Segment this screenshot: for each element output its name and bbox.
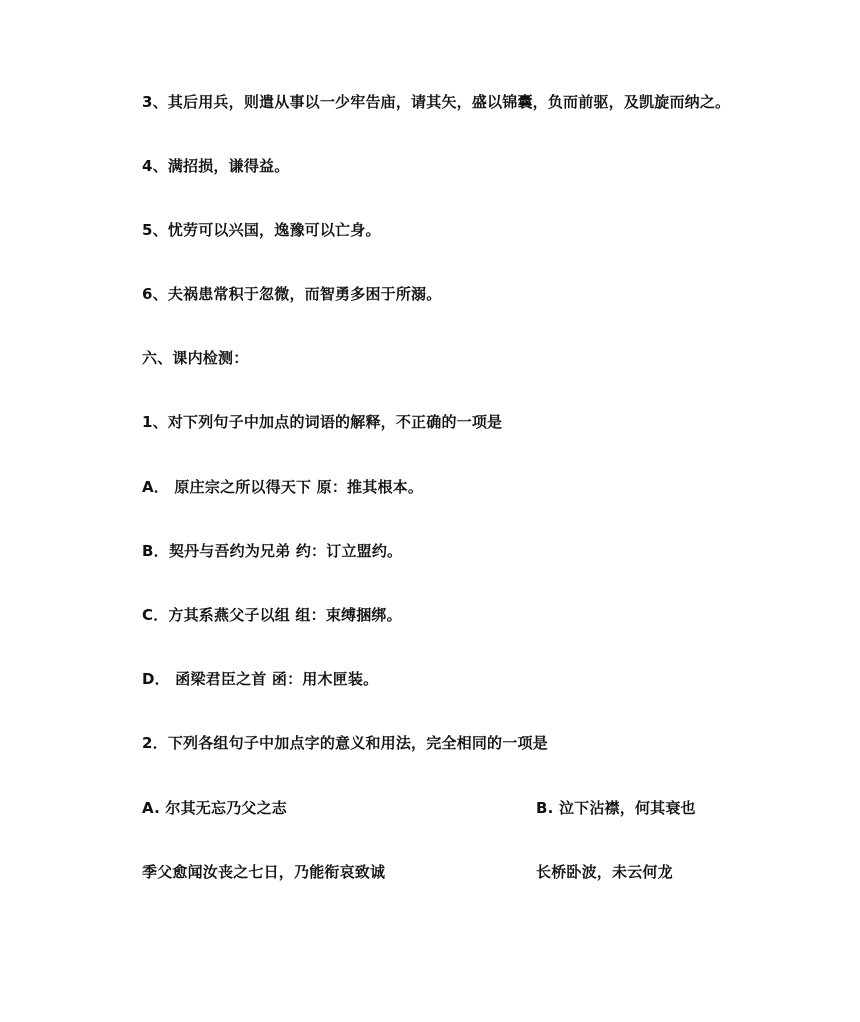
question-1-option-b: B．契丹与吾约为兄弟 约：订立盟约。	[142, 542, 403, 560]
question-2-option-b-line-2: 长桥卧波，未云何龙	[536, 863, 673, 881]
question-2-option-a-line-2: 季父愈闻汝丧之七日，乃能衔哀致诚	[142, 863, 386, 881]
sentence-6: 6、夫祸患常积于忽微，而智勇多困于所溺。	[142, 285, 442, 303]
question-1-option-c: C．方其系燕父子以组 组：束缚捆绑。	[142, 606, 402, 624]
question-1-option-d: D． 函梁君臣之首 函：用木匣装。	[142, 670, 379, 688]
question-2-option-a-line-1: A. 尔其无忘乃父之志	[142, 799, 288, 817]
sentence-3: 3、其后用兵，则遣从事以一少牢告庙，请其矢，盛以锦囊，负而前驱，及凯旋而纳之。	[142, 93, 731, 111]
question-2-option-b-line-1: B. 泣下沾襟，何其衰也	[536, 799, 696, 817]
section-heading-in-class-test: 六、课内检测：	[142, 349, 249, 367]
question-1-option-a: A． 原庄宗之所以得天下 原：推其根本。	[142, 478, 424, 496]
sentence-5: 5、忧劳可以兴国，逸豫可以亡身。	[142, 221, 381, 239]
question-1: 1、对下列句子中加点的词语的解释，不正确的一项是	[142, 413, 503, 431]
question-2: 2．下列各组句子中加点字的意义和用法，完全相同的一项是	[142, 734, 548, 752]
sentence-4: 4、满招损，谦得益。	[142, 157, 290, 175]
